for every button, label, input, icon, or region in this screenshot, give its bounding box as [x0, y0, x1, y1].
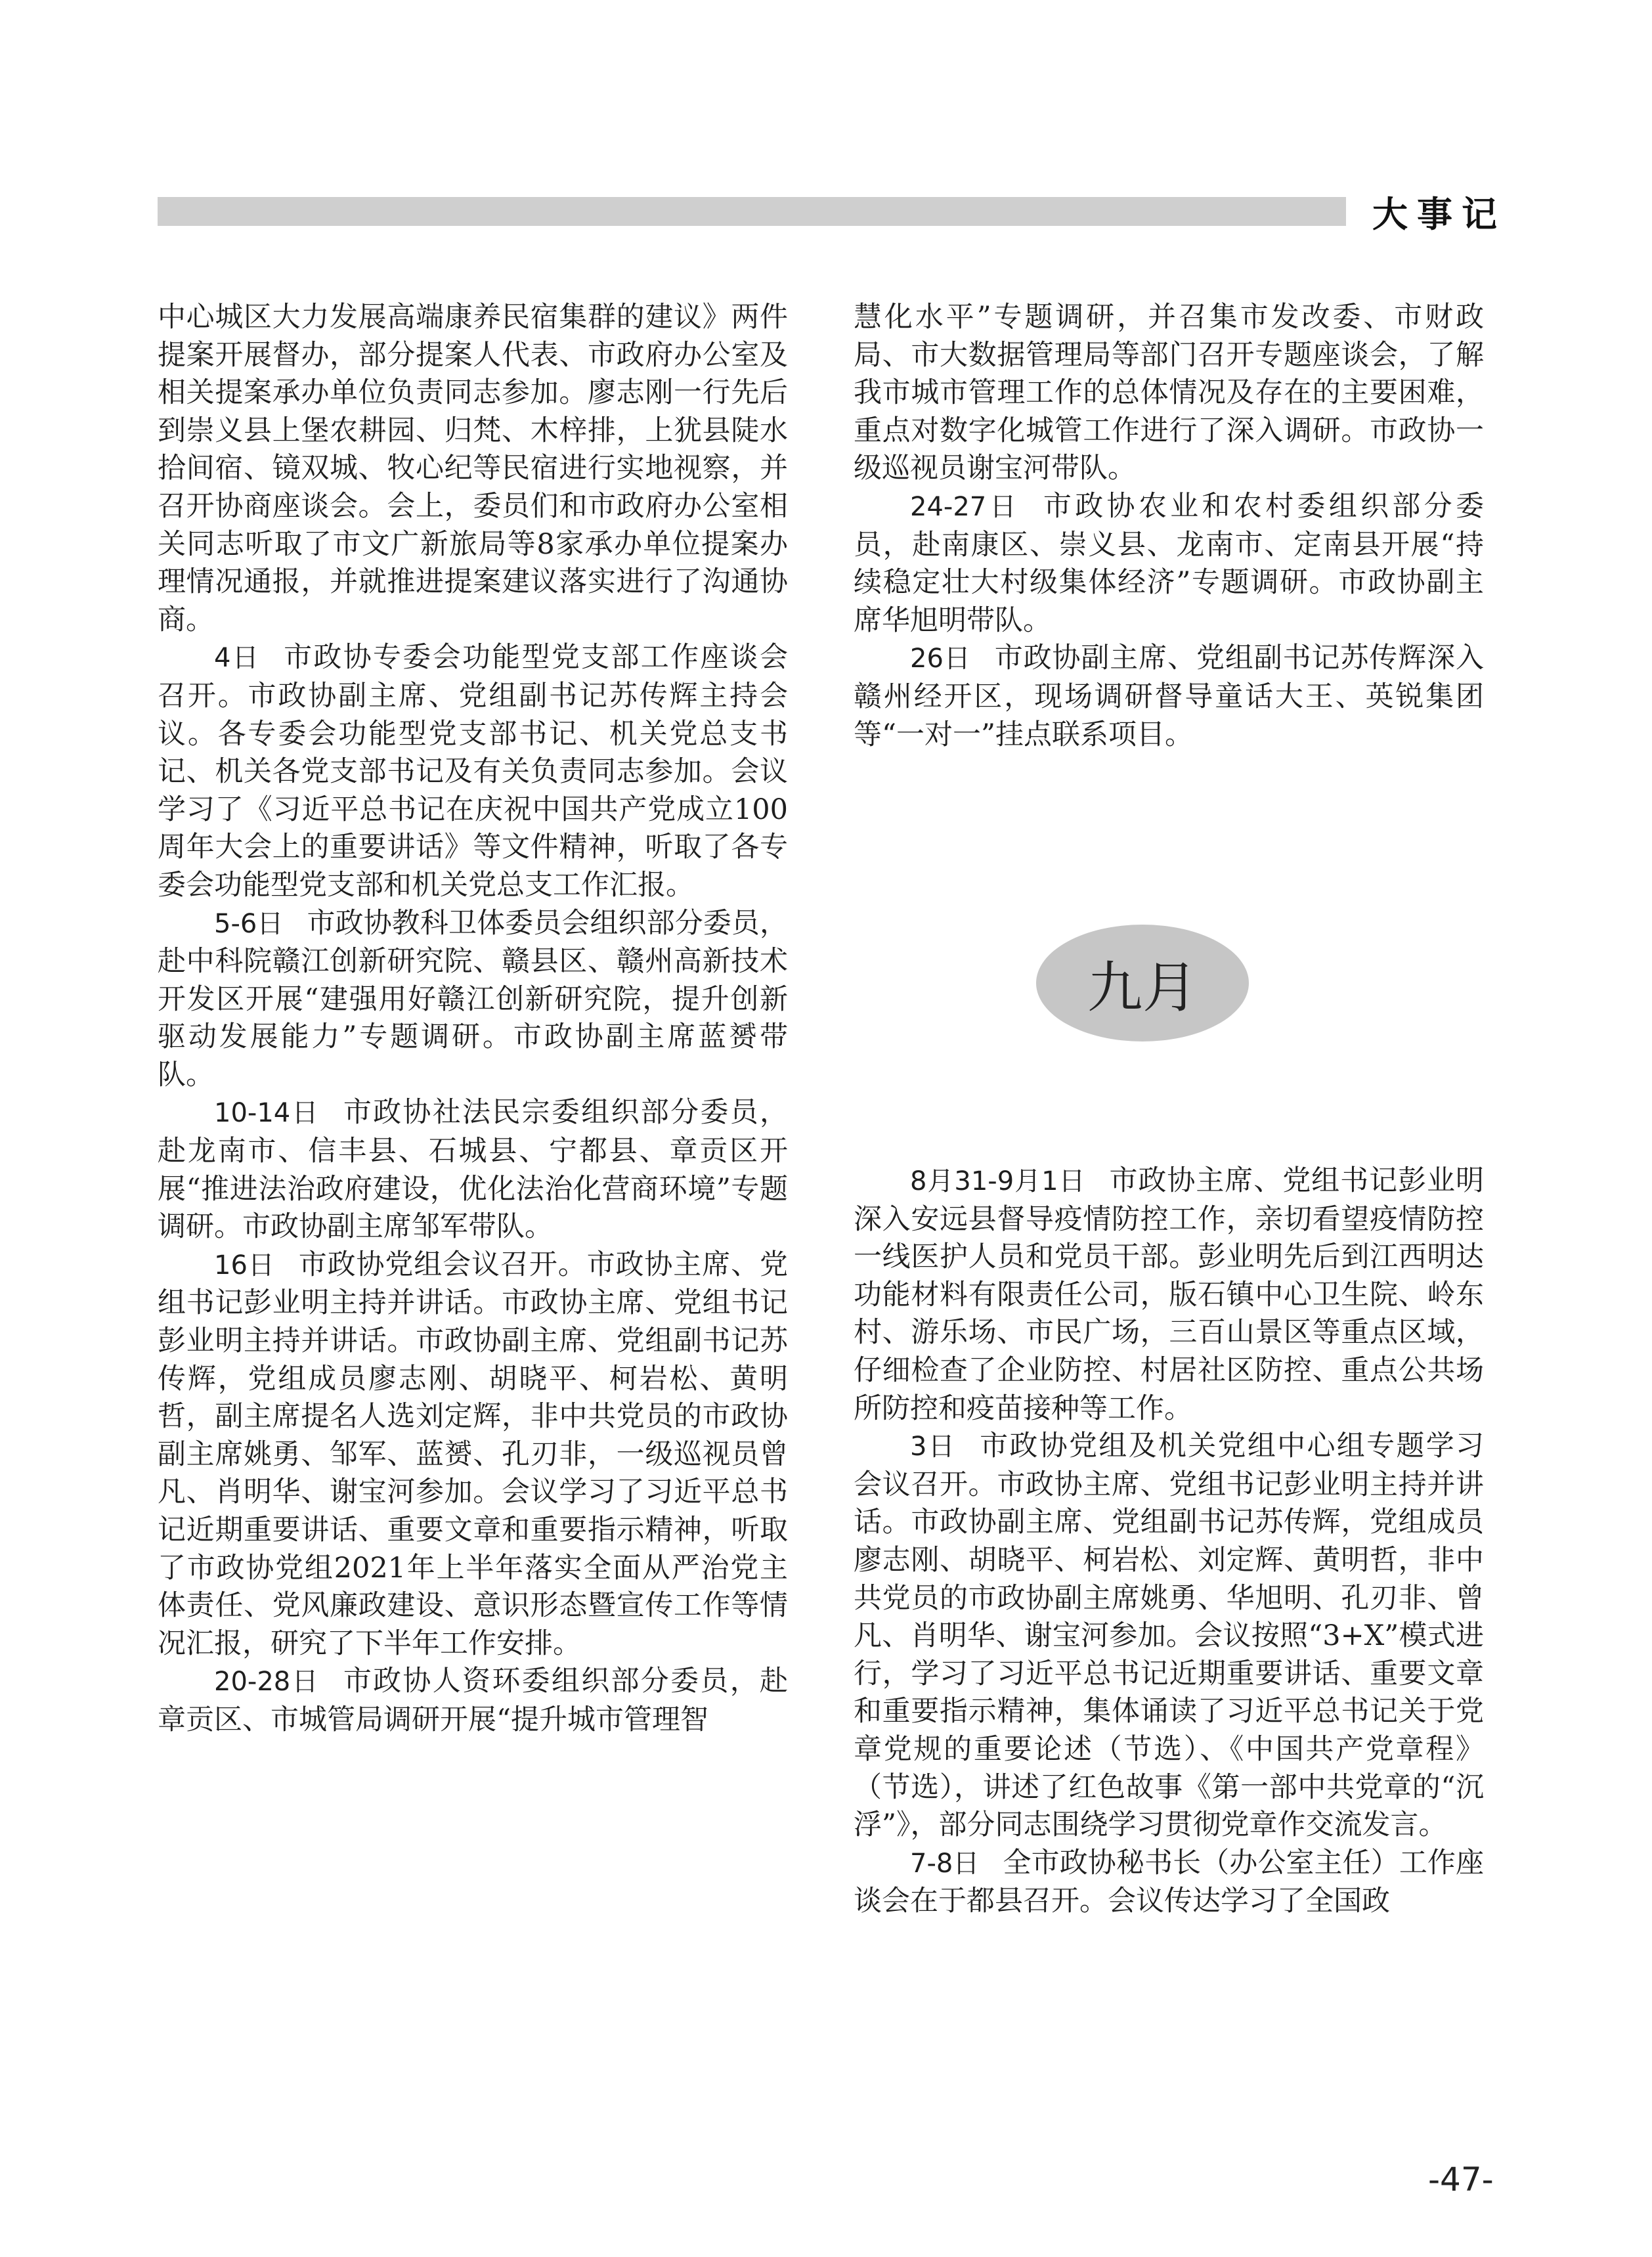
event-date: 8月31-9月1日	[910, 1166, 1086, 1196]
right-column-september	[854, 1162, 1484, 1921]
paragraph: 中心城区大力发展高端康养民宿集群的建议》两件提案开展督办，部分提案人代表、市政府办公室及相关提案承办单位负责同志参加。廖志刚一行先后到崇义县上堡农耕园、归梵、木梓排，上犹县陡水拾间宿、镜双城、牧心纪等民宿进行实地视察，并召开协商座谈会。会上，委员们和市政府办公室相关同志听取了市文广新旅局等8家承办单位提案办理情况通报，并就推进提案建议落实进行了沟通协商。	[158, 301, 788, 636]
event-entry	[158, 1246, 788, 1663]
left-column	[158, 299, 788, 1740]
event-text: 市政协农业和农村委组织部分委员，赴南康区、崇义县、龙南市、定南县开展“持续稳定壮大村级集体经济”专题调研。市政协副主席华旭明带队。	[854, 489, 1485, 637]
event-entry	[854, 488, 1484, 640]
event-entry	[158, 1094, 788, 1246]
event-date: 16日	[214, 1250, 275, 1281]
event-date: 3日	[910, 1432, 957, 1462]
header-bar	[158, 197, 1346, 226]
right-column	[854, 299, 1484, 754]
event-text: 市政协主席、党组书记彭业明深入安远县督导疫情防控工作，亲切看望疫情防控一线医护人员和党员干部。彭业明先后到江西明达功能材料有限责任公司，版石镇中心卫生院、岭东村、游乐场、市民广场，三百山景区等重点区域，仔细检查了企业防控、村居社区防控、重点公共场所防控和疫苗接种等工作。	[854, 1164, 1484, 1425]
section-title: 大事记	[1372, 193, 1506, 235]
event-date: 7-8日	[910, 1848, 980, 1879]
event-date: 24-27日	[910, 491, 1020, 522]
event-entry	[158, 639, 788, 904]
event-text: 市政协社法民宗委组织部分委员，赴龙南市、信丰县、石城县、宁都县、章贡区开展“推进法治政府建设，优化法治化营商环境”专题调研。市政协副主席邹军带队。	[158, 1096, 788, 1244]
event-date: 26日	[910, 644, 971, 674]
event-text: 市政协人资环委组织部分委员，赴章贡区、市城管局调研开展“提升城市管理智	[158, 1665, 788, 1736]
event-text: 市政协副主席、党组副书记苏传辉深入赣州经开区，现场调研督导童话大王、英锐集团等“一对一”挂点联系项目。	[854, 642, 1484, 751]
event-entry	[854, 640, 1484, 754]
page-number: -47-	[1428, 2160, 1494, 2199]
paragraph: 慧化水平”专题调研，并召集市发改委、市财政局、市大数据管理局等部门召开专题座谈会，了解我市城市管理工作的总体情况及存在的主要困难，重点对数字化城管工作进行了深入调研。市政协一级巡视员谢宝河带队。	[854, 301, 1484, 485]
event-text: 全市政协秘书长（办公室主任）工作座谈会在于都县召开。会议传达学习了全国政	[854, 1846, 1485, 1918]
event-text: 市政协专委会功能型党支部工作座谈会召开。市政协副主席、党组副书记苏传辉主持会议。各专委会功能型党支部书记、机关党总支书记、机关各党支部书记及有关负责同志参加。会议学习了《习近平总书记在庆祝中国共产党成立100周年大会上的重要讲话》等文件精神，听取了各专委会功能型党支部和机关党总支工作汇报。	[158, 641, 789, 902]
event-text: 市政协教科卫体委员会组织部分委员，赴中科院赣江创新研究院、赣县区、赣州高新技术开发区开展“建强用好赣江创新研究院，提升创新驱动发展能力”专题调研。市政协副主席蓝赟带队。	[158, 906, 789, 1091]
event-date: 4日	[214, 643, 261, 674]
event-entry	[158, 905, 788, 1095]
event-date: 5-6日	[214, 908, 284, 939]
event-entry	[854, 1428, 1484, 1845]
month-badge: 九月	[1036, 925, 1249, 1041]
event-entry	[854, 1845, 1484, 1921]
event-entry	[158, 1663, 788, 1739]
event-entry	[854, 1162, 1484, 1428]
event-date: 20-28日	[214, 1667, 320, 1698]
event-text: 市政协党组及机关党组中心组专题学习会议召开。市政协主席、党组书记彭业明主持并讲话。市政协副主席、党组副书记苏传辉，党组成员廖志刚、胡晓平、柯岩松、刘定辉、黄明哲，非中共党员的市政协副主席姚勇、华旭明、孔刃非、曾凡、肖明华、谢宝河参加。会议按照“3+X”模式进行，学习了习近平总书记近期重要讲话、重要文章和重要指示精神，集体诵读了习近平总书记关于党章党规的重要论述（节选）、《中国共产党章程》（节选），讲述了红色故事《第一部中共党章的“沉浮”》，部分同志围绕学习贯彻党章作交流发言。	[854, 1430, 1485, 1842]
event-date: 10-14日	[214, 1098, 320, 1129]
event-text: 市政协党组会议召开。市政协主席、党组书记彭业明主持并讲话。市政协主席、党组书记彭业明主持并讲话。市政协副主席、党组副书记苏传辉，党组成员廖志刚、胡晓平、柯岩松、黄明哲，副主席提名人选刘定辉，非中共党员的市政协副主席姚勇、邹军、蓝赟、孔刃非，一级巡视员曾凡、肖明华、谢宝河参加。会议学习了习近平总书记近期重要讲话、重要文章和重要指示精神，听取了市政协党组2021年上半年落实全面从严治党主体责任、党风廉政建设、意识形态暨宣传工作等情况汇报，研究了下半年工作安排。	[158, 1248, 788, 1660]
